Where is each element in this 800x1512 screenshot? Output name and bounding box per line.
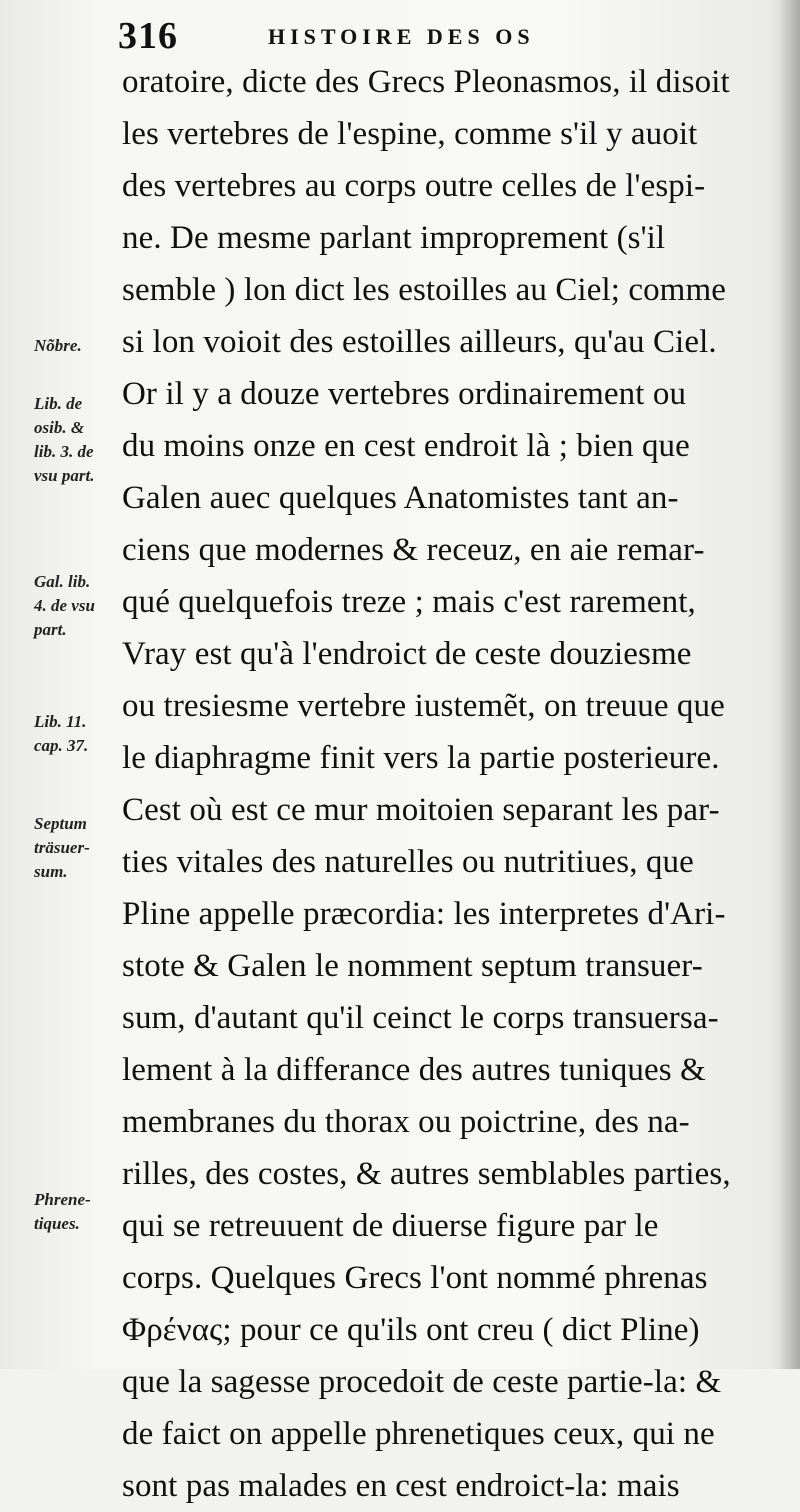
page-header bbox=[118, 14, 738, 62]
text-line: de faict on appelle phrenetiques ceux, qui ne bbox=[122, 1416, 715, 1452]
text-line: des vertebres au corps outre celles de l'espi- bbox=[122, 168, 706, 204]
text-line: sum, d'autant qu'il ceinct le corps transuersa- bbox=[122, 1000, 719, 1036]
text-line: oratoire, dicte des Grecs Pleonasmos, il disoit bbox=[122, 64, 730, 100]
text-line: ciens que modernes & receuz, en aie remar- bbox=[122, 532, 705, 568]
text-line: lement à la differance des autres tuniques & bbox=[122, 1052, 706, 1088]
margin-note: Nõbre. bbox=[34, 336, 82, 355]
text-line: qui se retreuuent de diuerse figure par le bbox=[122, 1208, 659, 1244]
margin-note: Lib. 11. cap. 37. bbox=[34, 712, 89, 755]
margin-notes bbox=[0, 0, 125, 1369]
text-line: que la sagesse procedoit de ceste partie-la: & bbox=[122, 1364, 722, 1400]
margin-note: Gal. lib. 4. de vsu part. bbox=[34, 572, 95, 639]
text-line: membranes du thorax ou poictrine, des na- bbox=[122, 1104, 690, 1140]
margin-note: Lib. de osib. & lib. 3. de vsu part. bbox=[34, 394, 95, 485]
text-line: Vray est qu'à l'endroict de ceste douziesme bbox=[122, 636, 692, 672]
text-line: corps. Quelques Grecs l'ont nommé phrenas bbox=[122, 1260, 708, 1296]
text-line: rilles, des costes, & autres semblables parties, bbox=[122, 1156, 731, 1192]
body-text bbox=[122, 56, 762, 1512]
text-line: stote & Galen le nomment septum transuer- bbox=[122, 948, 703, 984]
text-line: Or il y a douze vertebres ordinairement ou bbox=[122, 376, 687, 412]
text-line: sont pas malades en cest endroict-la: mais bbox=[122, 1468, 680, 1504]
text-line: Galen auec quelques Anatomistes tant an- bbox=[122, 480, 679, 516]
text-line: du moins onze en cest endroit là ; bien que bbox=[122, 428, 690, 464]
text-line: qué quelquefois treze ; mais c'est rarement, bbox=[122, 584, 696, 620]
text-line: ties vitales des naturelles ou nutritiues, que bbox=[122, 844, 694, 880]
running-head: HISTOIRE DES OS bbox=[268, 24, 535, 49]
text-line: semble ) lon dict les estoilles au Ciel; comme bbox=[122, 272, 726, 308]
page-number: 316 bbox=[118, 15, 178, 57]
text-line: Φρένας; pour ce qu'ils ont creu ( dict Pline) bbox=[122, 1312, 700, 1348]
text-line: Pline appelle præcordia: les interpretes d'Ari- bbox=[122, 896, 726, 932]
text-line: ne. De mesme parlant improprement (s'il bbox=[122, 220, 666, 256]
text-line: si lon voioit des estoilles ailleurs, qu'au Ciel. bbox=[122, 324, 717, 360]
page-edge-shadow bbox=[778, 0, 800, 1369]
text-line: les vertebres de l'espine, comme s'il y auoit bbox=[122, 116, 698, 152]
text-line: Cest où est ce mur moitoien separant les par- bbox=[122, 792, 720, 828]
text-line: le diaphragme finit vers la partie posterieure. bbox=[122, 740, 720, 776]
margin-note: Phrene- tiques. bbox=[34, 1190, 91, 1233]
margin-note: Septum träsuer- sum. bbox=[34, 814, 90, 881]
text-line: ou tresiesme vertebre iustemẽt, on treuue que bbox=[122, 688, 725, 724]
